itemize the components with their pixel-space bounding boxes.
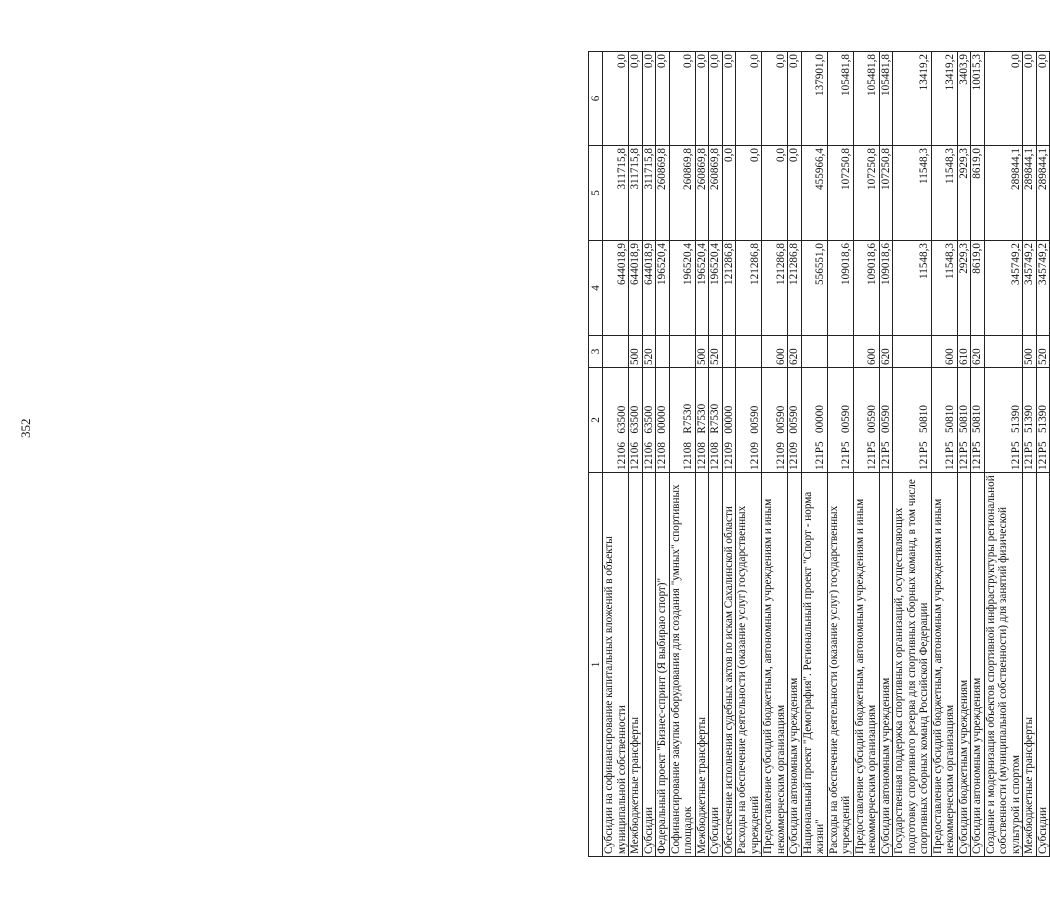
row-code-cell: [957, 368, 971, 473]
header-cell: 6: [589, 52, 603, 146]
row-name-cell: Межбюджетные трансферты: [1023, 473, 1037, 857]
row-name-cell: Субсидии бюджетным учреждениям: [957, 473, 971, 857]
row-vr-cell: 620: [971, 336, 985, 368]
row-value-6-cell: 0,0: [629, 52, 643, 146]
row-cs-code: 12106: [642, 442, 655, 470]
row-value-4-cell: 11548,3: [931, 241, 957, 336]
table-row: [736, 52, 762, 857]
row-value-6-cell: 0,0: [656, 52, 670, 146]
row-cs-code: 121P5: [840, 441, 852, 470]
row-direction-code: R7530: [695, 403, 708, 434]
row-value-6-cell: 3403,9: [957, 52, 971, 146]
row-value-5-cell: 0,0: [736, 146, 762, 241]
row-value-6-cell: 105481,8: [853, 52, 879, 146]
row-name-cell: Расходы на обеспечение деятельности (оказание услуг) государственных учреждений: [827, 473, 853, 857]
row-vr-cell: 620: [788, 336, 802, 368]
row-value-5-cell: 107250,8: [879, 146, 893, 241]
table-row: [695, 52, 709, 857]
row-code-cell: [722, 368, 736, 473]
row-cs-code: 121P5: [879, 441, 892, 470]
row-value-4-cell: 196520,4: [695, 241, 709, 336]
row-value-4-cell: 556551,0: [801, 241, 827, 336]
row-name-cell: Субсидии автономным учреждениям: [879, 473, 893, 857]
page-number: 352: [18, 418, 33, 438]
row-direction-code: 51390: [1023, 405, 1035, 433]
row-cs-code: 121P5: [814, 441, 826, 470]
row-vr-cell: 520: [709, 336, 723, 368]
row-cs-code: 121P5: [918, 441, 930, 470]
row-value-4-cell: 8619,0: [971, 241, 985, 336]
row-direction-code: 00590: [748, 405, 761, 434]
row-value-6-cell: 0,0: [984, 52, 1023, 146]
row-direction-code: 51390: [1036, 405, 1049, 433]
row-value-5-cell: 11548,3: [893, 146, 932, 241]
row-name-cell: Субсидии: [1036, 473, 1050, 857]
row-value-6-cell: 0,0: [603, 52, 629, 146]
table-row: [603, 52, 629, 857]
row-code-cell: [1036, 368, 1050, 473]
row-value-5-cell: 11548,3: [931, 146, 957, 241]
row-value-6-cell: 0,0: [762, 52, 788, 146]
row-value-6-cell: 105481,8: [827, 52, 853, 146]
table-row: [957, 52, 971, 857]
row-cs-code: 12108: [709, 442, 721, 470]
row-value-4-cell: 196520,4: [656, 241, 670, 336]
row-value-5-cell: 289844,1: [984, 146, 1023, 241]
row-vr-cell: 520: [642, 336, 656, 368]
row-name-cell: Межбюджетные трансферты: [695, 473, 709, 857]
row-direction-code: 50810: [957, 405, 970, 433]
row-vr-cell: 520: [1036, 336, 1050, 368]
row-vr-cell: 500: [629, 336, 643, 368]
row-value-4-cell: 121286,8: [762, 241, 788, 336]
row-code-cell: [801, 368, 827, 473]
table-row: [669, 52, 695, 857]
table-row: [853, 52, 879, 857]
row-direction-code: 63500: [629, 405, 641, 434]
row-direction-code: 00590: [866, 405, 878, 433]
row-code-cell: [827, 368, 853, 473]
row-direction-code: 51390: [1009, 405, 1022, 433]
row-direction-code: 63500: [615, 405, 628, 434]
row-value-5-cell: 0,0: [722, 146, 736, 241]
table-row: [893, 52, 932, 857]
row-code-cell: [709, 368, 723, 473]
row-cs-code: 12108: [695, 442, 708, 470]
table-row: [827, 52, 853, 857]
table-row: [629, 52, 643, 857]
row-cs-code: 121P5: [1009, 441, 1022, 470]
row-name-cell: Обеспечение исполнения судебных актов по искам Сахалинской области: [722, 473, 736, 857]
row-value-6-cell: 0,0: [788, 52, 802, 146]
row-code-cell: [642, 368, 656, 473]
table-row: [656, 52, 670, 857]
table-body: [603, 52, 1050, 857]
row-code-cell: [1023, 368, 1037, 473]
row-name-cell: Субсидии автономным учреждениям: [971, 473, 985, 857]
row-value-5-cell: 107250,8: [827, 146, 853, 241]
budget-table: [588, 51, 1050, 857]
table-row: [709, 52, 723, 857]
row-code-cell: [893, 368, 932, 473]
row-value-4-cell: 121286,8: [788, 241, 802, 336]
row-value-6-cell: 137901,0: [801, 52, 827, 146]
rotated-table-container: [588, 52, 1050, 857]
row-value-4-cell: 345749,2: [984, 241, 1023, 336]
row-cs-code: 121P5: [1023, 441, 1035, 470]
row-value-5-cell: 455966,4: [801, 146, 827, 241]
table-row: [984, 52, 1023, 857]
row-value-5-cell: 289844,1: [1036, 146, 1050, 241]
row-vr-cell: [669, 336, 695, 368]
row-cs-code: 121P5: [971, 441, 983, 470]
row-value-4-cell: 2929,3: [957, 241, 971, 336]
row-direction-code: 00590: [879, 405, 892, 433]
row-value-5-cell: 311715,8: [603, 146, 629, 241]
header-cell: 4: [589, 241, 603, 336]
row-value-4-cell: 644018,9: [603, 241, 629, 336]
row-value-4-cell: 644018,9: [642, 241, 656, 336]
row-vr-cell: [656, 336, 670, 368]
row-direction-code: 00590: [788, 405, 800, 434]
row-value-4-cell: 11548,3: [893, 241, 932, 336]
row-name-cell: Субсидии: [642, 473, 656, 857]
table-row: [762, 52, 788, 857]
row-vr-cell: 610: [957, 336, 971, 368]
row-code-cell: [603, 368, 629, 473]
row-value-4-cell: 121286,8: [736, 241, 762, 336]
row-name-cell: Предоставление субсидий бюджетным, автономным учреждениям и иным некоммерческим организациям: [853, 473, 879, 857]
row-direction-code: 63500: [642, 405, 655, 434]
table-row: [1023, 52, 1037, 857]
row-vr-cell: [893, 336, 932, 368]
row-cs-code: 12109: [774, 442, 787, 470]
row-value-4-cell: 109018,6: [879, 241, 893, 336]
row-value-5-cell: 8619,0: [971, 146, 985, 241]
row-direction-code: 50810: [944, 405, 956, 433]
row-value-4-cell: 196520,4: [709, 241, 723, 336]
row-vr-cell: [984, 336, 1023, 368]
row-value-4-cell: 196520,4: [669, 241, 695, 336]
row-value-5-cell: 260869,8: [656, 146, 670, 241]
row-value-5-cell: 0,0: [762, 146, 788, 241]
row-value-5-cell: 289844,1: [1023, 146, 1037, 241]
row-cs-code: 12109: [722, 442, 735, 470]
row-name-cell: Создание и модернизация объектов спортивной инфраструктуры региональной собственности (муниципальной собственности) для занятий физической культурой и спортом: [984, 473, 1023, 857]
header-cell: 3: [589, 336, 603, 368]
row-name-cell: Национальный проект "Демография". Региональный проект "Спорт - норма жизни": [801, 473, 827, 857]
row-value-4-cell: 644018,9: [629, 241, 643, 336]
header-cell: 2: [589, 368, 603, 473]
row-code-cell: [762, 368, 788, 473]
row-direction-code: 50810: [918, 405, 930, 433]
row-value-5-cell: 107250,8: [853, 146, 879, 241]
row-cs-code: 12106: [629, 442, 641, 470]
row-name-cell: Предоставление субсидий бюджетным, автономным учреждениям и иным некоммерческим организациям: [762, 473, 788, 857]
row-direction-code: 00000: [656, 405, 668, 434]
row-direction-code: 00590: [774, 405, 787, 434]
row-code-cell: [669, 368, 695, 473]
row-direction-code: 00590: [840, 405, 852, 433]
table-row: [879, 52, 893, 857]
row-cs-code: 121P5: [1036, 441, 1049, 470]
row-code-cell: [971, 368, 985, 473]
row-name-cell: Субсидии автономным учреждениям: [788, 473, 802, 857]
row-value-6-cell: 0,0: [736, 52, 762, 146]
row-value-6-cell: 0,0: [695, 52, 709, 146]
row-value-6-cell: 0,0: [1023, 52, 1037, 146]
row-direction-code: R7530: [682, 403, 694, 434]
row-value-6-cell: 0,0: [722, 52, 736, 146]
header-cell: 5: [589, 146, 603, 241]
row-code-cell: [695, 368, 709, 473]
row-name-cell: Межбюджетные трансферты: [629, 473, 643, 857]
row-code-cell: [656, 368, 670, 473]
row-code-cell: [879, 368, 893, 473]
row-cs-code: 12109: [748, 442, 761, 470]
row-cs-code: 12108: [682, 442, 694, 470]
row-direction-code: 50810: [971, 405, 983, 433]
row-vr-cell: [722, 336, 736, 368]
row-code-cell: [984, 368, 1023, 473]
row-cs-code: 121P5: [957, 441, 970, 470]
row-value-5-cell: 260869,8: [695, 146, 709, 241]
row-cs-code: 12108: [656, 442, 668, 470]
row-name-cell: Расходы на обеспечение деятельности (оказание услуг) государственных учреждений: [736, 473, 762, 857]
row-value-4-cell: 109018,6: [853, 241, 879, 336]
row-name-cell: Предоставление субсидий бюджетным, автономным учреждениям и иным некоммерческим организациям: [931, 473, 957, 857]
table-row: [971, 52, 985, 857]
row-name-cell: Софинансирование закупки оборудования для создания "умных" спортивных площадок: [669, 473, 695, 857]
table-row: [931, 52, 957, 857]
row-code-cell: [629, 368, 643, 473]
row-name-cell: Субсидии: [709, 473, 723, 857]
row-value-5-cell: 260869,8: [669, 146, 695, 241]
row-name-cell: Государственная поддержка спортивных организаций, осуществляющих подготовку спортивного резерва для спортивных сборных команд, в том числе спортивных сборных команд Российской Федерации: [893, 473, 932, 857]
row-name-cell: Федеральный проект "Бизнес-спринт (Я выбираю спорт)": [656, 473, 670, 857]
row-direction-code: R7530: [709, 403, 721, 434]
row-vr-cell: 600: [931, 336, 957, 368]
row-value-5-cell: 311715,8: [629, 146, 643, 241]
row-value-4-cell: 345749,2: [1036, 241, 1050, 336]
header-cell: 1: [589, 473, 603, 857]
table-row: [642, 52, 656, 857]
table-row: [722, 52, 736, 857]
row-code-cell: [736, 368, 762, 473]
row-cs-code: 121P5: [866, 441, 878, 470]
row-value-6-cell: 13419,2: [931, 52, 957, 146]
row-code-cell: [931, 368, 957, 473]
row-vr-cell: [827, 336, 853, 368]
row-vr-cell: 600: [853, 336, 879, 368]
row-value-6-cell: 10015,3: [971, 52, 985, 146]
row-cs-code: 12109: [788, 442, 800, 470]
row-value-6-cell: 105481,8: [879, 52, 893, 146]
row-value-6-cell: 0,0: [669, 52, 695, 146]
row-value-6-cell: 13419,2: [893, 52, 932, 146]
row-value-5-cell: 311715,8: [642, 146, 656, 241]
row-code-cell: [853, 368, 879, 473]
table-row: [788, 52, 802, 857]
row-vr-cell: 500: [1023, 336, 1037, 368]
row-value-4-cell: 121286,8: [722, 241, 736, 336]
row-value-6-cell: 0,0: [1036, 52, 1050, 146]
row-vr-cell: [603, 336, 629, 368]
row-vr-cell: 620: [879, 336, 893, 368]
row-value-4-cell: 345749,2: [1023, 241, 1037, 336]
row-code-cell: [788, 368, 802, 473]
row-vr-cell: 500: [695, 336, 709, 368]
header-row: [589, 52, 603, 857]
table-row: [1036, 52, 1050, 857]
row-cs-code: 121P5: [944, 441, 956, 470]
row-cs-code: 12106: [615, 442, 628, 470]
row-vr-cell: [801, 336, 827, 368]
row-value-5-cell: 260869,8: [709, 146, 723, 241]
table-row: [801, 52, 827, 857]
row-name-cell: Субсидии на софинансирование капитальных вложений в объекты муниципальной собственности: [603, 473, 629, 857]
row-value-5-cell: 2929,3: [957, 146, 971, 241]
row-value-6-cell: 0,0: [709, 52, 723, 146]
row-value-6-cell: 0,0: [642, 52, 656, 146]
row-vr-cell: 600: [762, 336, 788, 368]
row-direction-code: 00000: [722, 405, 735, 434]
row-vr-cell: [736, 336, 762, 368]
row-value-4-cell: 109018,6: [827, 241, 853, 336]
row-direction-code: 00000: [814, 405, 826, 433]
row-value-5-cell: 0,0: [788, 146, 802, 241]
